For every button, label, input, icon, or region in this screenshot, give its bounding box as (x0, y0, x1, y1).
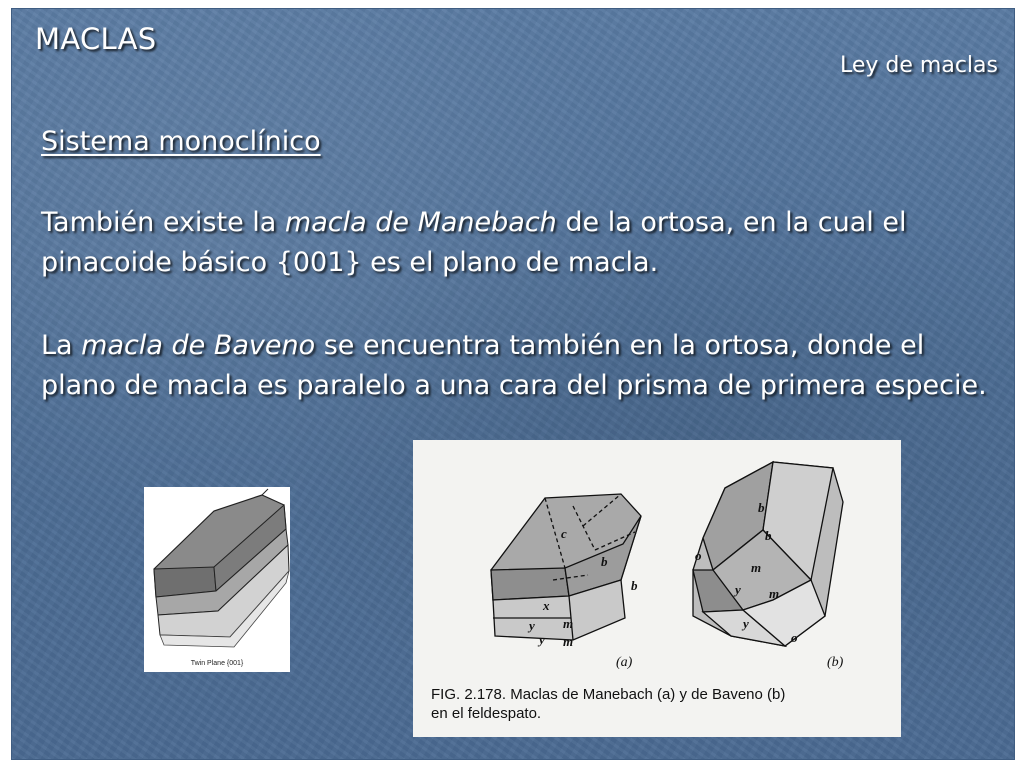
paragraph-text: También existe la (41, 207, 285, 238)
term-manebach: macla de Manebach (284, 207, 557, 238)
baveno-face-label: m (751, 560, 762, 575)
label-a: (a) (616, 655, 633, 670)
manebach-face-label: b (601, 554, 608, 569)
paragraph-text: de la ortosa, en la cual el pinacoide básico {001} es el plano de macla. (41, 207, 907, 278)
paragraph-manebach (41, 203, 1001, 283)
crystal-twin-figure (144, 487, 290, 672)
slide (11, 8, 1015, 760)
slide-title: MACLAS (35, 22, 157, 56)
baveno-face-label: b (758, 500, 765, 515)
term-baveno: macla de Baveno (81, 330, 316, 361)
crystal-twin-drawing (144, 487, 290, 657)
subtitle: Sistema monoclínico (41, 126, 321, 157)
baveno-face-label: y (735, 582, 741, 597)
figure-caption (428, 684, 788, 724)
manebach-face-label: m (563, 616, 574, 631)
baveno-face-label: b (765, 528, 772, 543)
twin-plane-caption: Twin Plane {001} (190, 660, 244, 667)
label-b: (b) (827, 655, 844, 670)
textbook-figure (413, 440, 901, 737)
manebach-face-label: c (561, 526, 567, 541)
manebach-face-label: m (563, 634, 574, 649)
baveno-face-label: o (695, 548, 702, 563)
figure-caption-line1: FIG. 2.178. Maclas de Manebach (a) y de Baveno (b) (431, 686, 786, 703)
manebach-face-label: x (543, 598, 550, 613)
paragraph-text: La (41, 330, 82, 361)
manebach-face-label: y (529, 618, 535, 633)
section-tag: Ley de maclas (840, 53, 998, 78)
figure-caption-line2: en el feldespato. (431, 705, 542, 722)
paragraph-baveno (41, 326, 1001, 406)
manebach-face-label: y (539, 632, 545, 647)
baveno-face-label: o (791, 630, 798, 645)
baveno-face-label: m (769, 586, 780, 601)
figure-labels (413, 440, 901, 680)
baveno-face-label: y (743, 616, 749, 631)
manebach-face-label: b (631, 578, 638, 593)
paragraph-text: se encuentra también en la ortosa, donde el plano de macla es paralelo a una cara del prisma de primera especie. (41, 330, 987, 401)
